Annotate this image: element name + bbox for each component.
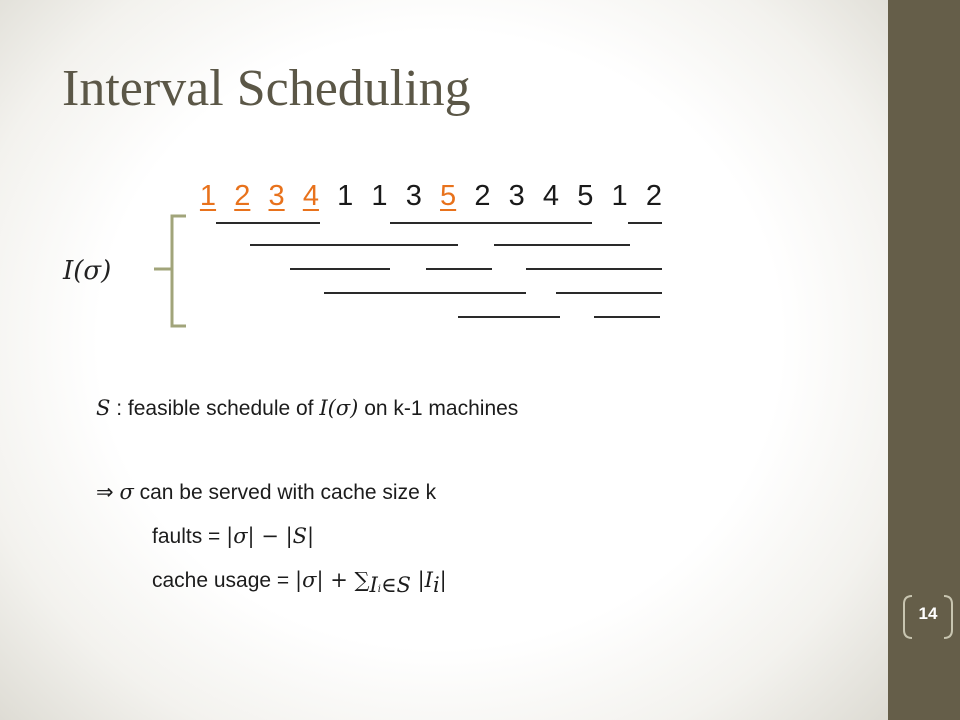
cache-usage-formula: |σ| + ∑ [295, 568, 370, 592]
sequence-item: 3 [508, 180, 525, 212]
sum-sub-index: i [377, 584, 381, 595]
abs-close: | [439, 568, 447, 592]
cache-usage-line [152, 568, 447, 597]
line1-set: I(σ) [319, 396, 359, 420]
cache-usage-label: cache usage = [152, 569, 296, 592]
abs-sub: i [432, 573, 440, 597]
sequence-item: 5 [577, 180, 594, 212]
implies-arrow: ⇒ [96, 481, 120, 504]
interval-segment [628, 222, 662, 224]
interval-segment [290, 268, 390, 270]
line1-mid: : feasible schedule of [110, 397, 320, 420]
sequence-item: 5 [440, 180, 457, 212]
interval-segment [494, 244, 630, 246]
interval-segment [594, 316, 660, 318]
interval-segment [390, 222, 592, 224]
sequence-item: 1 [199, 180, 217, 212]
sum-sub-i: I [369, 573, 378, 597]
faults-formula: |σ| − |S| [226, 524, 315, 548]
interval-segment [216, 222, 320, 224]
abs-open: |I [410, 568, 433, 592]
schedule-var: S [96, 396, 111, 420]
sequence-item: 4 [542, 180, 560, 212]
left-bracket [150, 212, 190, 332]
interval-segment [426, 268, 492, 270]
sigma-symbol: σ [119, 480, 134, 504]
sequence-item: 1 [371, 180, 388, 212]
interval-set-label: I(σ) [63, 256, 112, 286]
implication-line [96, 480, 436, 505]
interval-segment [324, 292, 526, 294]
interval-segment [526, 268, 662, 270]
page-number: 14 [918, 604, 938, 623]
sequence-item: 1 [337, 180, 354, 212]
interval-segment [458, 316, 560, 318]
sum-subscript [369, 573, 410, 597]
interval-segment [556, 292, 662, 294]
sequence-item: 3 [268, 180, 285, 212]
sequence-item: 2 [234, 180, 251, 212]
feasible-schedule-line [96, 396, 518, 421]
sum-sub-rest: ∈S [380, 573, 411, 597]
sequence-item: 2 [474, 180, 491, 212]
sequence-item: 2 [645, 180, 662, 212]
line2-end: can be served with cache size k [133, 481, 437, 504]
line1-end: on k-1 machines [358, 397, 519, 420]
faults-line [152, 524, 314, 549]
sequence-item: 3 [405, 180, 422, 212]
slide-title: Interval Scheduling [62, 60, 471, 117]
sequence-item: 1 [611, 180, 628, 212]
sequence-item: 4 [302, 180, 319, 212]
interval-segment [250, 244, 458, 246]
faults-label: faults = [152, 525, 227, 548]
